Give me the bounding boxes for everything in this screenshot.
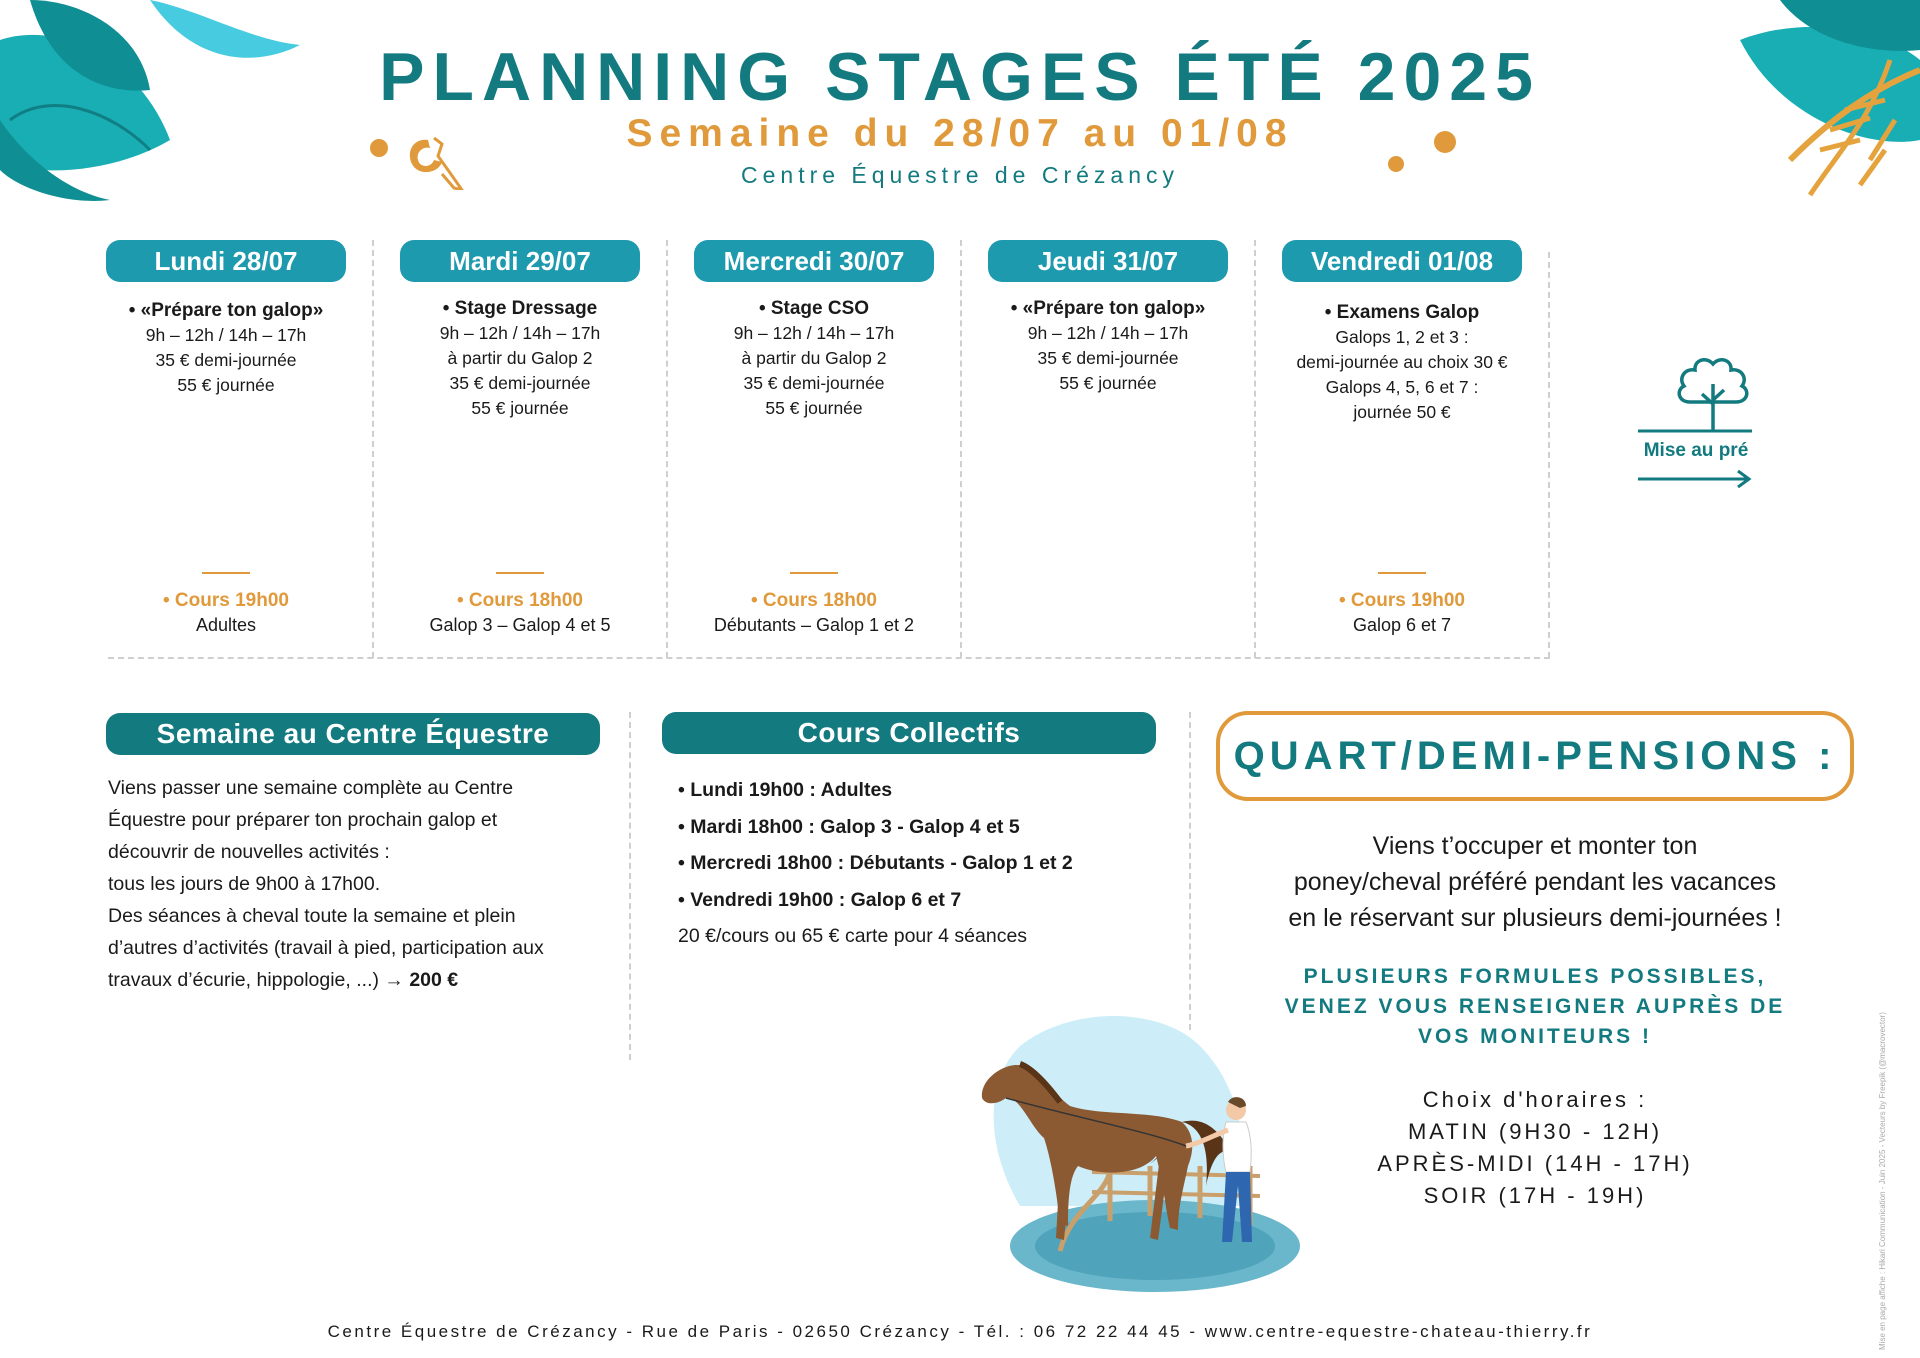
list-item: • Mardi 18h00 : Galop 3 - Galop 4 et 5 (678, 815, 1020, 838)
orange-divider (1378, 572, 1426, 574)
list-item: • Vendredi 19h00 : Galop 6 et 7 (678, 888, 962, 911)
orange-divider (202, 572, 250, 574)
orange-divider (790, 572, 838, 574)
text-line: Choix d'horaires : (1422, 1087, 1648, 1112)
text-line: Des séances à cheval toute la semaine et plein (108, 905, 516, 927)
pensions-title-box: QUART/DEMI-PENSIONS : (1216, 711, 1854, 801)
activity-title: • «Prépare ton galop» (128, 300, 324, 321)
activity-line: 55 € journée (177, 375, 275, 395)
day-activity (106, 298, 346, 398)
course-detail: Débutants – Galop 1 et 2 (713, 615, 915, 635)
schedule-bottom-divider (108, 657, 1550, 659)
activity-title: • «Prépare ton galop» (1010, 298, 1206, 319)
text-line: découvrir de nouvelles activités : (108, 841, 390, 863)
day-course (1282, 588, 1522, 638)
column-divider (1548, 252, 1550, 658)
orange-divider (496, 572, 544, 574)
section-divider (1189, 712, 1191, 1030)
activity-line: Galops 1, 2 et 3 : (1335, 327, 1469, 347)
day-activity (400, 296, 640, 421)
activity-line: à partir du Galop 2 (741, 348, 887, 368)
activity-line: 35 € demi-journée (743, 373, 885, 393)
activity-line: demi-journée au choix 30 € (1296, 352, 1508, 372)
course-title: • Cours 19h00 (163, 590, 289, 611)
text-line: Viens passer une semaine complète au Centre (108, 777, 514, 799)
cours-collectifs-list (678, 772, 1178, 955)
text-line: en le réservant sur plusieurs demi-journées ! (1288, 904, 1782, 932)
text-line: poney/cheval préféré pendant les vacances (1293, 868, 1777, 896)
semaine-section-title: Semaine au Centre Équestre (106, 713, 600, 755)
activity-title: • Stage CSO (758, 298, 870, 319)
activity-line: 35 € demi-journée (155, 350, 297, 370)
day-header: Vendredi 01/08 (1282, 240, 1522, 282)
page-subtitle: Semaine du 28/07 au 01/08 (626, 112, 1294, 155)
course-title: • Cours 18h00 (457, 590, 583, 611)
text-line: MATIN (9H30 - 12H) (1407, 1119, 1663, 1144)
semaine-price: → 200 € (384, 969, 459, 991)
text-line: APRÈS-MIDI (14H - 17H) (1377, 1151, 1693, 1176)
day-course (694, 588, 934, 638)
cours-price: 20 €/cours ou 65 € carte pour 4 séances (678, 925, 1028, 947)
text-line-part: travaux d’écurie, hippologie, ...) (108, 969, 385, 991)
course-detail: Galop 3 – Galop 4 et 5 (429, 615, 611, 635)
text-line: d’autres d’activités (travail à pied, participation aux (108, 937, 544, 959)
list-item: • Mercredi 18h00 : Débutants - Galop 1 et 2 (678, 852, 1073, 874)
day-activity (694, 296, 934, 421)
text-line (108, 964, 608, 996)
tree-icon (1672, 356, 1754, 432)
activity-title: • Examens Galop (1324, 302, 1480, 323)
semaine-description (108, 772, 608, 996)
activity-line: 35 € demi-journée (1037, 348, 1179, 368)
center-name: Centre Équestre de Crézancy (741, 162, 1179, 188)
ground-line (1638, 428, 1752, 434)
activity-line: 9h – 12h / 14h – 17h (733, 323, 895, 343)
activity-line: 9h – 12h / 14h – 17h (145, 325, 307, 345)
day-activity (1282, 300, 1522, 425)
course-detail: Galop 6 et 7 (1352, 615, 1452, 635)
text-line: VOS MONITEURS ! (1417, 1025, 1652, 1048)
day-header: Lundi 28/07 (106, 240, 346, 282)
activity-line: 9h – 12h / 14h – 17h (439, 323, 601, 343)
activity-line: à partir du Galop 2 (447, 348, 593, 368)
cours-collectifs-title: Cours Collectifs (662, 712, 1156, 754)
arrow-right-icon (1638, 468, 1752, 490)
day-course (400, 588, 640, 638)
activity-line: 55 € journée (471, 398, 569, 418)
day-header: Mardi 29/07 (400, 240, 640, 282)
text-line: SOIR (17H - 19H) (1423, 1183, 1647, 1208)
day-header: Mercredi 30/07 (694, 240, 934, 282)
day-course (106, 588, 346, 638)
activity-title: • Stage Dressage (442, 298, 598, 319)
column-divider (666, 240, 668, 658)
column-divider (960, 240, 962, 658)
activity-line: 55 € journée (1059, 373, 1157, 393)
mise-au-pre-label: Mise au pré (1643, 440, 1749, 461)
day-header: Jeudi 31/07 (988, 240, 1228, 282)
credits-text (1878, 930, 1890, 1350)
text-line: VENEZ VOUS RENSEIGNER AUPRÈS DE (1284, 995, 1786, 1018)
day-activity (988, 296, 1228, 396)
course-detail: Adultes (195, 615, 257, 635)
column-divider (372, 240, 374, 658)
text-line: Viens t’occuper et monter ton (1372, 832, 1698, 860)
activity-line: 55 € journée (765, 398, 863, 418)
pensions-horaires (1216, 1084, 1854, 1212)
list-item: • Lundi 19h00 : Adultes (678, 779, 893, 801)
section-divider (629, 712, 631, 1060)
course-title: • Cours 18h00 (751, 590, 877, 611)
column-divider (1254, 240, 1256, 658)
text-line: PLUSIEURS FORMULES POSSIBLES, (1303, 965, 1767, 988)
pensions-intro (1216, 828, 1854, 936)
text-line: Équestre pour préparer ton prochain galop et (108, 809, 498, 831)
credits-label: Mise en page affiche : Hikari Communication - Juin 2025 - Vecteurs by Freepik (@macrovector) (1878, 1012, 1887, 1350)
activity-line: Galops 4, 5, 6 et 7 : (1325, 377, 1479, 397)
activity-line: 35 € demi-journée (449, 373, 591, 393)
page-title: PLANNING STAGES ÉTÉ 2025 (379, 39, 1541, 115)
pensions-formules (1216, 962, 1854, 1052)
footer-contact: Centre Équestre de Crézancy - Rue de Paris - 02650 Crézancy - Tél. : 06 72 22 44 45 - www.centre-equestre-chateau-thierry.fr (327, 1322, 1593, 1341)
course-title: • Cours 19h00 (1339, 590, 1465, 611)
text-line: tous les jours de 9h00 à 17h00. (108, 873, 381, 895)
activity-line: journée 50 € (1353, 402, 1451, 422)
activity-line: 9h – 12h / 14h – 17h (1027, 323, 1189, 343)
